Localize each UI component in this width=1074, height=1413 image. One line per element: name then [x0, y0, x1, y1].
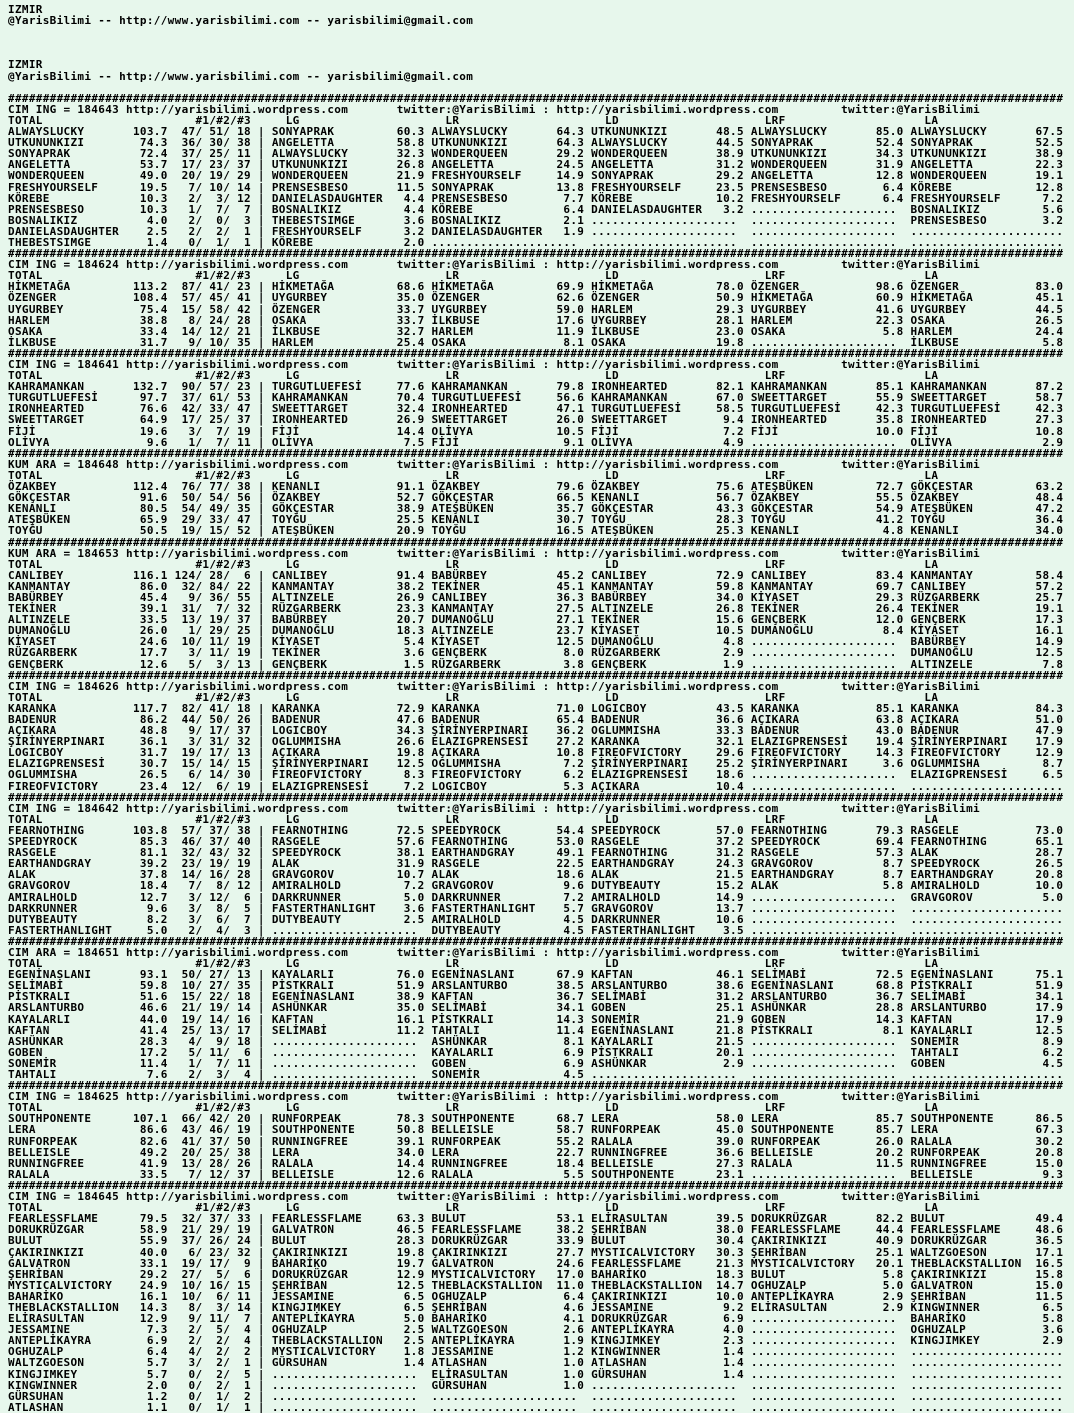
block-title: CIM ING = 184624 http://yarisbilimi.wordpress.com twitter:@YarisBilimi : http://yarisbilimi.wordpress.com twitter:@YarisBilimi: [8, 258, 980, 272]
table-row: WONDERQUEEN 49.0 20/ 19/ 29 | WONDERQUEEN 21.9 FRESHYOURSELF 14.9 SONYAPRAK 29.2 ANGELETTA 12.8 WONDERQUEEN 19.1: [8, 169, 1064, 183]
table-row: DANIELASDAUGHTER 2.5 2/ 2/ 1 | FRESHYOURSELF 3.2 DANIELASDAUGHTER 1.9 ..................... ..................... ......................: [8, 224, 1064, 238]
table-row: FEARNOTHING 103.8 57/ 37/ 38 | FEARNOTHING 72.5 SPEEDYROCK 54.4 SPEEDYROCK 57.0 FEARNOTHING 79.3 RASGELE 73.0: [8, 823, 1064, 837]
block-separator: ########################################################################################################################################################: [8, 91, 1064, 105]
column-header-row: TOTAL #1/#2/#3 LG LR LD LRF LA: [8, 269, 939, 283]
table-row: IRONHEARTED 76.6 42/ 33/ 47 | SWEETTARGET 32.4 IRONHEARTED 47.1 TURGUTLUEFESİ 58.5 TURGUTLUEFESİ 42.3 TURGUTLUEFESİ 42.3: [8, 402, 1064, 416]
table-row: DUTYBEAUTY 8.2 3/ 6/ 7 | DUTYBEAUTY 2.5 AMIRALHOLD 4.5 DARKRUNNER 10.6 ..................... ......................: [8, 912, 1064, 926]
table-row: ÖZAKBEY 112.4 76/ 77/ 38 | KENANLI 91.1 ÖZAKBEY 79.6 ÖZAKBEY 75.6 ATEŞBÜKEN 72.7 GÖKÇESTAR 63.2: [8, 480, 1064, 494]
table-row: İLKBUSE 31.7 9/ 10/ 35 | HARLEM 25.4 OSAKA 8.1 OSAKA 19.8 ..................... İLKBUSE 5.8: [8, 335, 1064, 349]
table-row: PİSTKRALI 51.6 15/ 22/ 18 | EGENİNASLANI 38.9 KAFTAN 36.7 SELİMABİ 31.2 ARSLANTURBO 36.7 SELİMABİ 34.1: [8, 990, 1064, 1004]
column-header-row: TOTAL #1/#2/#3 LG LR LD LRF LA: [8, 690, 939, 704]
table-row: ASHÜNKAR 28.3 4/ 9/ 18 | ..................... ASHÜNKAR 8.1 KAYALARLI 21.5 ..................... SONEMİR 8.9: [8, 1034, 1064, 1048]
block-separator: ########################################################################################################################################################: [8, 346, 1064, 360]
table-row: BABÜRBEY 45.4 9/ 36/ 55 | ALTINZELE 26.9 CANLIBEY 36.3 BABÜRBEY 34.0 KİYASET 29.3 RÜZGARBERK 25.7: [8, 590, 1064, 604]
table-row: RALALA 33.5 7/ 12/ 37 | BELLEISLE 12.6 RALALA 5.5 SOUTHPONENTE 23.1 ..................... BELLEISLE 9.3: [8, 1167, 1064, 1181]
table-row: FASTERTHANLIGHT 5.0 2/ 4/ 3 | ..................... DUTYBEAUTY 4.5 FASTERTHANLIGHT 3.5 ..................... ......................: [8, 923, 1064, 937]
table-row: ATLASHAN 1.1 0/ 1/ 1 | ..................... ..................... ..................... ..................... ......................: [8, 1400, 1064, 1413]
table-row: KANMANTAY 86.0 32/ 84/ 22 | KANMANTAY 38.2 TEKİNER 45.1 KANMANTAY 59.8 KANMANTAY 69.7 CANLIBEY 57.2: [8, 579, 1064, 593]
table-row: CANLIBEY 116.1 124/ 28/ 6 | CANLIBEY 91.4 BABÜRBEY 45.2 CANLIBEY 72.9 CANLIBEY 83.4 KANMANTAY 58.4: [8, 568, 1064, 582]
block-separator: ########################################################################################################################################################: [8, 247, 1064, 261]
table-row: GOBEN 17.2 5/ 11/ 6 | ..................... KAYALARLI 6.9 PİSTKRALI 20.1 ..................... TAHTALI 6.2: [8, 1045, 1064, 1059]
table-row: ŞİRİNYERPINARI 36.1 3/ 31/ 32 | OGLUMMISHA 26.6 ELAZIGPRENSESİ 27.2 KARANKA 32.1 ELAZIGPRENSESİ 19.4 ŞİRİNYERPINARI 17.9: [8, 735, 1064, 749]
block-separator: ########################################################################################################################################################: [8, 446, 1064, 460]
table-row: ALWAYSLUCKY 103.7 47/ 51/ 18 | SONYAPRAK 60.3 ALWAYSLUCKY 64.3 UTKUNUNKIZI 48.5 ALWAYSLUCKY 85.0 ALWAYSLUCKY 67.5: [8, 125, 1064, 139]
table-row: ALAK 37.8 14/ 16/ 28 | GRAVGOROV 10.7 ALAK 18.6 ALAK 21.5 EARTHANDGRAY 8.7 EARTHANDGRAY 20.8: [8, 868, 1064, 882]
table-row: RASGELE 81.1 32/ 43/ 32 | SPEEDYROCK 38.1 EARTHANDGRAY 49.1 FEARNOTHING 31.2 RASGELE 57.3 ALAK 28.7: [8, 846, 1064, 860]
block-separator: ########################################################################################################################################################: [8, 790, 1064, 804]
table-row: PRENSESBESO 10.3 1/ 7/ 7 | BOSNALIKIZ 4.4 KÖREBE 6.4 DANIELASDAUGHTER 3.2 ..................... BOSNALIKIZ 5.6: [8, 202, 1064, 216]
table-row: SONEMİR 11.4 1/ 7/ 11 | ..................... GOBEN 6.9 ASHÜNKAR 2.9 ..................... GOBEN 4.5: [8, 1056, 1064, 1070]
table-row: LOGICBOY 31.7 19/ 17/ 13 | AÇIKARA 19.8 AÇIKARA 10.8 FIREOFVICTORY 29.6 FIREOFVICTORY 14.3 FIREOFVICTORY 12.9: [8, 746, 1064, 760]
table-row: BADENUR 86.2 44/ 50/ 26 | BADENUR 47.6 BADENUR 65.4 BADENUR 36.6 AÇIKARA 63.8 AÇIKARA 51.0: [8, 713, 1064, 726]
table-row: HARLEM 38.8 8/ 24/ 28 | OSAKA 33.7 İLKBUSE 17.6 UYGURBEY 28.1 HARLEM 22.3 OSAKA 26.5: [8, 313, 1064, 327]
table-row: AÇIKARA 48.8 9/ 17/ 37 | LOGICBOY 34.3 ŞİRİNYERPINARI 36.2 OGLUMMISHA 33.3 BADENUR 43.0 BADENUR 47.9: [8, 724, 1064, 738]
table-row: FIREOFVICTORY 23.4 12/ 6/ 19 | ELAZIGPRENSESİ 7.2 LOGICBOY 5.3 AÇIKARA 10.4 ..................... ......................: [8, 779, 1064, 793]
table-row: AMIRALHOLD 12.7 3/ 12/ 6 | DARKRUNNER 5.0 DARKRUNNER 7.2 AMIRALHOLD 14.9 ..................... GRAVGOROV 5.0: [8, 890, 1064, 904]
table-row: GENÇBERK 12.6 5/ 3/ 13 | GENÇBERK 1.5 RÜZGARBERK 3.8 GENÇBERK 1.9 ..................... ALTINZELE 7.8: [8, 657, 1064, 671]
column-header-row: TOTAL #1/#2/#3 LG LR LD LRF LA: [8, 369, 939, 383]
blank-line: [8, 26, 1074, 37]
table-row: SELİMABİ 59.8 10/ 27/ 35 | PİSTKRALI 51.9 ARSLANTURBO 38.5 ARSLANTURBO 38.6 EGENİNASLANI 68.8 PİSTKRALI 51.9: [8, 979, 1064, 993]
column-header-row: TOTAL #1/#2/#3 LG LR LD LRF LA: [8, 557, 939, 571]
table-row: KENANLI 80.5 54/ 49/ 35 | GÖKÇESTAR 38.9 ATEŞBÜKEN 35.7 GÖKÇESTAR 43.3 GÖKÇESTAR 54.9 ATEŞBÜKEN 47.2: [8, 502, 1064, 516]
table-row: GALVATRON 33.1 19/ 17/ 9 | BAHARİKO 19.7 GALVATRON 24.6 FEARLESSFLAME 21.3 MYSTICALVICTORY 20.1 THEBLACKSTALLION 16.5: [8, 1256, 1064, 1270]
table-row: KINGJIMKEY 5.7 0/ 2/ 5 | ..................... ELİRASULTAN 1.0 GÜRSUHAN 1.4 ..................... ......................: [8, 1367, 1064, 1381]
table-row: KINGWINNER 2.0 0/ 2/ 1 | ..................... GÜRSUHAN 1.0 ..................... ..................... ......................: [8, 1378, 1064, 1392]
table-row: BOSNALIKIZ 4.0 2/ 0/ 3 | THEBESTSIMGE 3.6 BOSNALIKIZ 2.1 ..................... ..................... PRENSESBESO 3.2: [8, 213, 1064, 227]
table-row: THEBLACKSTALLION 14.3 8/ 3/ 14 | KINGJIMKEY 6.5 ŞEHRİBAN 4.6 JESSAMINE 9.2 ELİRASULTAN 2.9 KINGWINNER 6.5: [8, 1300, 1064, 1314]
block-title: CIM ING = 184625 http://yarisbilimi.wordpress.com twitter:@YarisBilimi : http://yarisbilimi.wordpress.com twitter:@YarisBilimi: [8, 1090, 980, 1104]
table-row: GRAVGOROV 18.4 7/ 8/ 12 | AMIRALHOLD 7.2 GRAVGOROV 9.6 DUTYBEAUTY 15.2 ALAK 5.8 AMIRALHOLD 10.0: [8, 879, 1064, 893]
table-row: ARSLANTURBO 46.6 21/ 19/ 14 | ASHÜNKAR 35.0 SELİMABİ 34.1 GOBEN 25.1 ASHÜNKAR 28.8 ARSLANTURBO 17.9: [8, 1001, 1064, 1015]
block-separator: ########################################################################################################################################################: [8, 934, 1064, 948]
table-row: EARTHANDGRAY 39.2 23/ 19/ 19 | ALAK 31.9 RASGELE 22.5 EARTHANDGRAY 24.3 GRAVGOROV 8.7 SPEEDYROCK 26.5: [8, 857, 1064, 871]
page-title: IZMIR: [8, 3, 43, 16]
table-row: ATEŞBÜKEN 65.9 29/ 33/ 47 | TOYĞU 25.5 KENANLI 30.7 TOYĞU 28.3 TOYĞU 41.2 TOYĞU 36.4: [8, 513, 1064, 527]
table-row: OSAKA 33.4 14/ 12/ 21 | İLKBUSE 32.7 HARLEM 11.9 İLKBUSE 23.0 OSAKA 5.8 HARLEM 24.4: [8, 324, 1064, 338]
table-row: EGENİNASLANI 93.1 50/ 27/ 13 | KAYALARLI 76.0 EGENİNASLANI 67.9 KAFTAN 46.1 SELİMABİ 72.5 EGENİNASLANI 75.1: [8, 968, 1064, 982]
table-row: UYGURBEY 75.4 15/ 58/ 42 | ÖZENGER 33.7 UYGURBEY 59.0 HARLEM 29.3 UYGURBEY 41.6 UYGURBEY 44.5: [8, 302, 1064, 316]
table-row: ANTEPLİKAYRA 6.9 2/ 2/ 4 | THEBLACKSTALLION 2.5 ANTEPLİKAYRA 1.9 KINGJIMKEY 2.3 ..................... KINGJIMKEY 2.9: [8, 1334, 1064, 1348]
table-row: FİJİ 19.6 3/ 7/ 19 | FİJİ 14.4 OLİVYA 10.5 FİJİ 7.2 FİJİ 10.0 FİJİ 10.8: [8, 424, 1064, 438]
table-row: DARKRUNNER 9.6 3/ 8/ 5 | FASTERTHANLIGHT 3.6 FASTERTHANLIGHT 5.7 GRAVGOROV 13.7 ..................... ......................: [8, 901, 1064, 915]
column-header-row: TOTAL #1/#2/#3 LG LR LD LRF LA: [8, 812, 939, 826]
page-tagline-repeat: @YarisBilimi -- http://www.yarisbilimi.com -- yarisbilimi@gmail.com: [8, 69, 474, 83]
table-row: ANGELETTA 53.7 17/ 23/ 37 | UTKUNUNKIZI 26.8 ANGELETTA 24.5 ANGELETTA 31.2 WONDERQUEEN 31.9 ANGELETTA 22.3: [8, 158, 1064, 172]
table-row: SWEETTARGET 64.9 17/ 25/ 37 | IRONHEARTED 26.9 SWEETTARGET 26.0 SWEETTARGET 9.4 IRONHEARTED 35.8 IRONHEARTED 27.3: [8, 413, 1064, 427]
table-row: KAHRAMANKAN 132.7 90/ 57/ 23 | TURGUTLUEFESİ 77.6 KAHRAMANKAN 79.8 IRONHEARTED 82.1 KAHRAMANKAN 85.1 KAHRAMANKAN 87.2: [8, 380, 1064, 394]
table-row: ŞEHRİBAN 29.2 27/ 5/ 6 | DORUKRÜZGAR 12.9 MYSTICALVICTORY 17.0 BAHARİKO 18.3 BULUT 5.8 ÇAKIRINKIZI 15.8: [8, 1267, 1064, 1281]
table-row: SPEEDYROCK 85.3 46/ 37/ 40 | RASGELE 57.6 FEARNOTHING 53.0 RASGELE 37.2 SPEEDYROCK 69.4 FEARNOTHING 65.1: [8, 835, 1064, 849]
table-row: TOYĞU 50.5 19/ 15/ 52 | ATEŞBÜKEN 20.9 TOYĞU 16.5 ATEŞBÜKEN 25.3 KENANLI 4.8 KENANLI 34.0: [8, 524, 1064, 538]
block-separator: ########################################################################################################################################################: [8, 668, 1064, 682]
table-row: FEARLESSFLAME 79.5 32/ 37/ 33 | FEARLESSFLAME 63.3 BULUT 53.1 ELİRASULTAN 39.5 DORUKRÜZGAR 82.2 BULUT 49.4: [8, 1212, 1064, 1226]
block-title: CIM ING = 184645 http://yarisbilimi.wordpress.com twitter:@YarisBilimi : http://yarisbilimi.wordpress.com twitter:@YarisBilimi: [8, 1190, 980, 1204]
table-row: KÖREBE 10.3 2/ 3/ 12 | DANIELASDAUGHTER 4.4 PRENSESBESO 7.7 KÖREBE 10.2 FRESHYOURSELF 6.4 FRESHYOURSELF 7.2: [8, 191, 1064, 205]
page-title-repeat: IZMIR: [8, 58, 43, 72]
table-row: ELAZIGPRENSESİ 30.7 15/ 14/ 15 | ŞİRİNYERPINARI 12.5 OGLUMMISHA 7.2 ŞİRİNYERPINARI 25.2 ŞİRİNYERPINARI 3.6 OGLUMMISHA 8.7: [8, 757, 1064, 771]
table-row: KAFTAN 41.4 25/ 13/ 17 | SELİMABİ 11.2 TAHTALI 11.4 EGENİNASLANI 21.8 PİSTKRALI 8.1 KAYALARLI 12.5: [8, 1023, 1064, 1037]
table-row: KARANKA 117.7 82/ 41/ 18 | KARANKA 72.9 KARANKA 71.0 LOGICBOY 43.5 KARANKA 85.1 KARANKA 84.3: [8, 701, 1064, 715]
table-row: RÜZGARBERK 17.7 3/ 11/ 19 | TEKİNER 3.6 GENÇBERK 8.0 RÜZGARBERK 2.9 ..................... DUMANOĞLU 12.5: [8, 646, 1064, 660]
block-title: KUM ARA = 184648 http://yarisbilimi.wordpress.com twitter:@YarisBilimi : http://yarisbilimi.wordpress.com twitter:@YarisBilimi: [8, 457, 980, 471]
block-title: CIM ING = 184642 http://yarisbilimi.wordpress.com twitter:@YarisBilimi : http://yarisbilimi.wordpress.com twitter:@YarisBilimi: [8, 801, 980, 815]
column-header-row: TOTAL #1/#2/#3 LG LR LD LRF LA: [8, 1101, 939, 1115]
table-row: OGHUZALP 6.4 4/ 2/ 2 | MYSTICALVICTORY 1.8 JESSAMINE 1.2 KINGWINNER 1.4 ..................... ......................: [8, 1345, 1064, 1359]
table-row: KAYALARLI 44.0 19/ 14/ 16 | KAFTAN 16.1 PİSTKRALI 14.3 SONEMİR 21.9 GOBEN 14.3 KAFTAN 17.9: [8, 1012, 1064, 1026]
table-row: OLİVYA 9.6 1/ 7/ 11 | OLİVYA 7.5 FİJİ 9.1 OLİVYA 4.9 ..................... OLİVYA 2.9: [8, 435, 1064, 449]
table-row: ALTINZELE 33.5 13/ 19/ 37 | BABÜRBEY 20.7 DUMANOĞLU 27.1 TEKİNER 15.6 GENÇBERK 12.0 GENÇBERK 17.3: [8, 613, 1064, 627]
table-row: WALTZGOESON 5.7 3/ 2/ 1 | GÜRSUHAN 1.4 ATLASHAN 1.0 ATLASHAN 1.4 ..................... ......................: [8, 1356, 1064, 1370]
blank-line: [8, 48, 1074, 59]
table-row: TURGUTLUEFESİ 97.7 37/ 61/ 53 | KAHRAMANKAN 70.4 TURGUTLUEFESİ 56.6 KAHRAMANKAN 67.0 SWEETTARGET 55.9 SWEETTARGET 58.7: [8, 391, 1064, 405]
column-header-row: TOTAL #1/#2/#3 LG LR LD LRF LA: [8, 1201, 939, 1215]
table-row: LERA 86.6 43/ 46/ 19 | SOUTHPONENTE 50.8 BELLEISLE 58.7 RUNFORPEAK 45.0 SOUTHPONENTE 85.7 LERA 67.3: [8, 1123, 1064, 1137]
column-header-row: TOTAL #1/#2/#3 LG LR LD LRF LA: [8, 113, 939, 127]
table-row: BAHARİKO 16.1 10/ 6/ 11 | JESSAMINE 6.5 OGHUZALP 6.4 ÇAKIRINKIZI 10.0 ANTEPLİKAYRA 2.9 ŞEHRİBAN 11.5: [8, 1289, 1064, 1303]
table-row: ÖZENGER 108.4 57/ 45/ 41 | UYGURBEY 35.0 ÖZENGER 62.6 ÖZENGER 50.9 HİKMETAĞA 60.9 HİKMETAĞA 45.1: [8, 291, 1064, 305]
table-row: ÇAKIRINKIZI 40.0 6/ 23/ 32 | ÇAKIRINKIZI 19.8 ÇAKIRINKIZI 27.7 MYSTICALVICTORY 30.3 ŞEHRİBAN 25.1 WALTZGOESON 17.1: [8, 1245, 1064, 1259]
table-row: BELLEISLE 49.2 20/ 25/ 38 | LERA 34.0 LERA 22.7 RUNNINGFREE 36.6 BELLEISLE 20.2 RUNFORPEAK 20.8: [8, 1145, 1064, 1159]
table-row: GÖKÇESTAR 91.6 50/ 54/ 56 | ÖZAKBEY 52.7 GÖKÇESTAR 66.5 KENANLI 56.7 ÖZAKBEY 55.5 ÖZAKBEY 48.4: [8, 491, 1064, 505]
block-title: KUM ARA = 184653 http://yarisbilimi.wordpress.com twitter:@YarisBilimi : http://yarisbilimi.wordpress.com twitter:@YarisBilimi: [8, 546, 980, 560]
block-separator: ########################################################################################################################################################: [8, 1178, 1064, 1192]
blank-line: [8, 37, 1074, 48]
table-row: SOUTHPONENTE 107.1 66/ 42/ 20 | RUNFORPEAK 78.3 SOUTHPONENTE 68.7 LERA 58.0 LERA 85.7 SOUTHPONENTE 86.5: [8, 1112, 1064, 1126]
table-row: TEKİNER 39.1 31/ 7/ 32 | RÜZGARBERK 23.3 KANMANTAY 27.5 ALTINZELE 26.8 TEKİNER 26.4 TEKİNER 19.1: [8, 602, 1064, 616]
table-row: KİYASET 24.6 10/ 11/ 19 | KİYASET 5.4 KİYASET 12.5 DUMANOĞLU 4.8 ..................... BABÜRBEY 14.9: [8, 635, 1064, 649]
table-row: SONYAPRAK 72.4 37/ 25/ 11 | ALWAYSLUCKY 32.3 WONDERQUEEN 29.2 WONDERQUEEN 38.9 UTKUNUNKIZI 34.3 UTKUNUNKIZI 38.9: [8, 147, 1064, 161]
block-separator: ########################################################################################################################################################: [8, 1079, 1064, 1093]
table-row: OGLUMMISHA 26.5 6/ 14/ 30 | FIREOFVICTORY 8.3 FIREOFVICTORY 6.2 ELAZIGPRENSESİ 18.6 ..................... ELAZIGPRENSESİ 6.5: [8, 768, 1064, 782]
table-row: FRESHYOURSELF 19.5 7/ 10/ 14 | PRENSESBESO 11.5 SONYAPRAK 13.8 FRESHYOURSELF 23.5 PRENSESBESO 6.4 KÖREBE 12.8: [8, 180, 1064, 194]
table-row: THEBESTSIMGE 1.4 0/ 1/ 1 | KÖREBE 2.0 ..................... ..................... ..................... ......................: [8, 235, 1064, 249]
table-row: RUNFORPEAK 82.6 41/ 37/ 50 | RUNNINGFREE 39.1 RUNFORPEAK 55.2 RALALA 39.0 RUNFORPEAK 26.0 RALALA 30.2: [8, 1134, 1064, 1148]
block-title: CIM ING = 184641 http://yarisbilimi.wordpress.com twitter:@YarisBilimi : http://yarisbilimi.wordpress.com twitter:@YarisBilimi: [8, 358, 980, 371]
table-row: ELİRASULTAN 12.9 9/ 11/ 7 | ANTEPLİKAYRA 5.0 BAHARİKO 4.1 DORUKRÜZGAR 6.9 ..................... BAHARİKO 5.8: [8, 1312, 1064, 1326]
block-separator: ########################################################################################################################################################: [8, 535, 1064, 549]
table-row: DORUKRÜZGAR 58.9 21/ 29/ 19 | GALVATRON 46.5 FEARLESSFLAME 38.2 ŞEHRİBAN 38.0 FEARLESSFLAME 44.4 FEARLESSFLAME 48.6: [8, 1223, 1064, 1237]
block-title: CIM ARA = 184651 http://yarisbilimi.wordpress.com twitter:@YarisBilimi : http://yarisbilimi.wordpress.com twitter:@YarisBilimi: [8, 945, 980, 959]
table-row: UTKUNUNKIZI 74.3 36/ 30/ 38 | ANGELETTA 58.8 UTKUNUNKIZI 64.3 ALWAYSLUCKY 44.5 SONYAPRAK 52.4 SONYAPRAK 52.5: [8, 136, 1064, 150]
block-title: CIM ING = 184626 http://yarisbilimi.wordpress.com twitter:@YarisBilimi : http://yarisbilimi.wordpress.com twitter:@YarisBilimi: [8, 679, 980, 693]
column-header-row: TOTAL #1/#2/#3 LG LR LD LRF LA: [8, 468, 939, 482]
table-row: HİKMETAĞA 113.2 87/ 41/ 23 | HİKMETAĞA 68.6 HİKMETAĞA 69.9 HİKMETAĞA 78.0 ÖZENGER 98.6 ÖZENGER 83.0: [8, 280, 1064, 294]
page-tagline: @YarisBilimi -- http://www.yarisbilimi.com -- yarisbilimi@gmail.com: [8, 14, 474, 28]
table-row: RUNNINGFREE 41.9 13/ 28/ 26 | RALALA 14.4 RUNNINGFREE 18.4 BELLEISLE 27.3 RALALA 11.5 RUNNINGFREE 15.0: [8, 1156, 1064, 1170]
table-row: BULUT 55.9 37/ 26/ 24 | BULUT 28.3 DORUKRÜZGAR 33.9 BULUT 30.4 ÇAKIRINKIZI 40.9 DORUKRÜZGAR 36.5: [8, 1234, 1064, 1248]
column-header-row: TOTAL #1/#2/#3 LG LR LD LRF LA: [8, 957, 939, 971]
table-row: JESSAMINE 7.3 2/ 5/ 4 | OGHUZALP 2.5 WALTZGOESON 2.6 ANTEPLİKAYRA 4.0 ..................... OGHUZALP 3.6: [8, 1323, 1064, 1337]
table-row: TAHTALI 7.6 2/ 3/ 4 | ..................... SONEMİR 4.5 ..................... ..................... ......................: [8, 1068, 1064, 1081]
table-row: DUMANOĞLU 26.0 1/ 29/ 25 | DUMANOĞLU 18.3 ALTINZELE 23.7 KİYASET 10.5 DUMANOĞLU 8.4 KİYASET 16.1: [8, 624, 1064, 638]
table-row: GÜRSUHAN 1.2 0/ 1/ 2 | ..................... ..................... ..................... ..................... ......................: [8, 1389, 1064, 1403]
block-title: CIM ING = 184643 http://yarisbilimi.wordpress.com twitter:@YarisBilimi : http://yarisbilimi.wordpress.com twitter:@YarisBilimi: [8, 102, 980, 116]
table-row: MYSTICALVICTORY 24.9 10/ 16/ 15 | ŞEHRİBAN 12.5 THEBLACKSTALLION 11.0 THEBLACKSTALLION 14.7 OGHUZALP 5.0 GALVATRON 15.0: [8, 1278, 1064, 1292]
report-blocks: [8, 93, 1074, 1413]
